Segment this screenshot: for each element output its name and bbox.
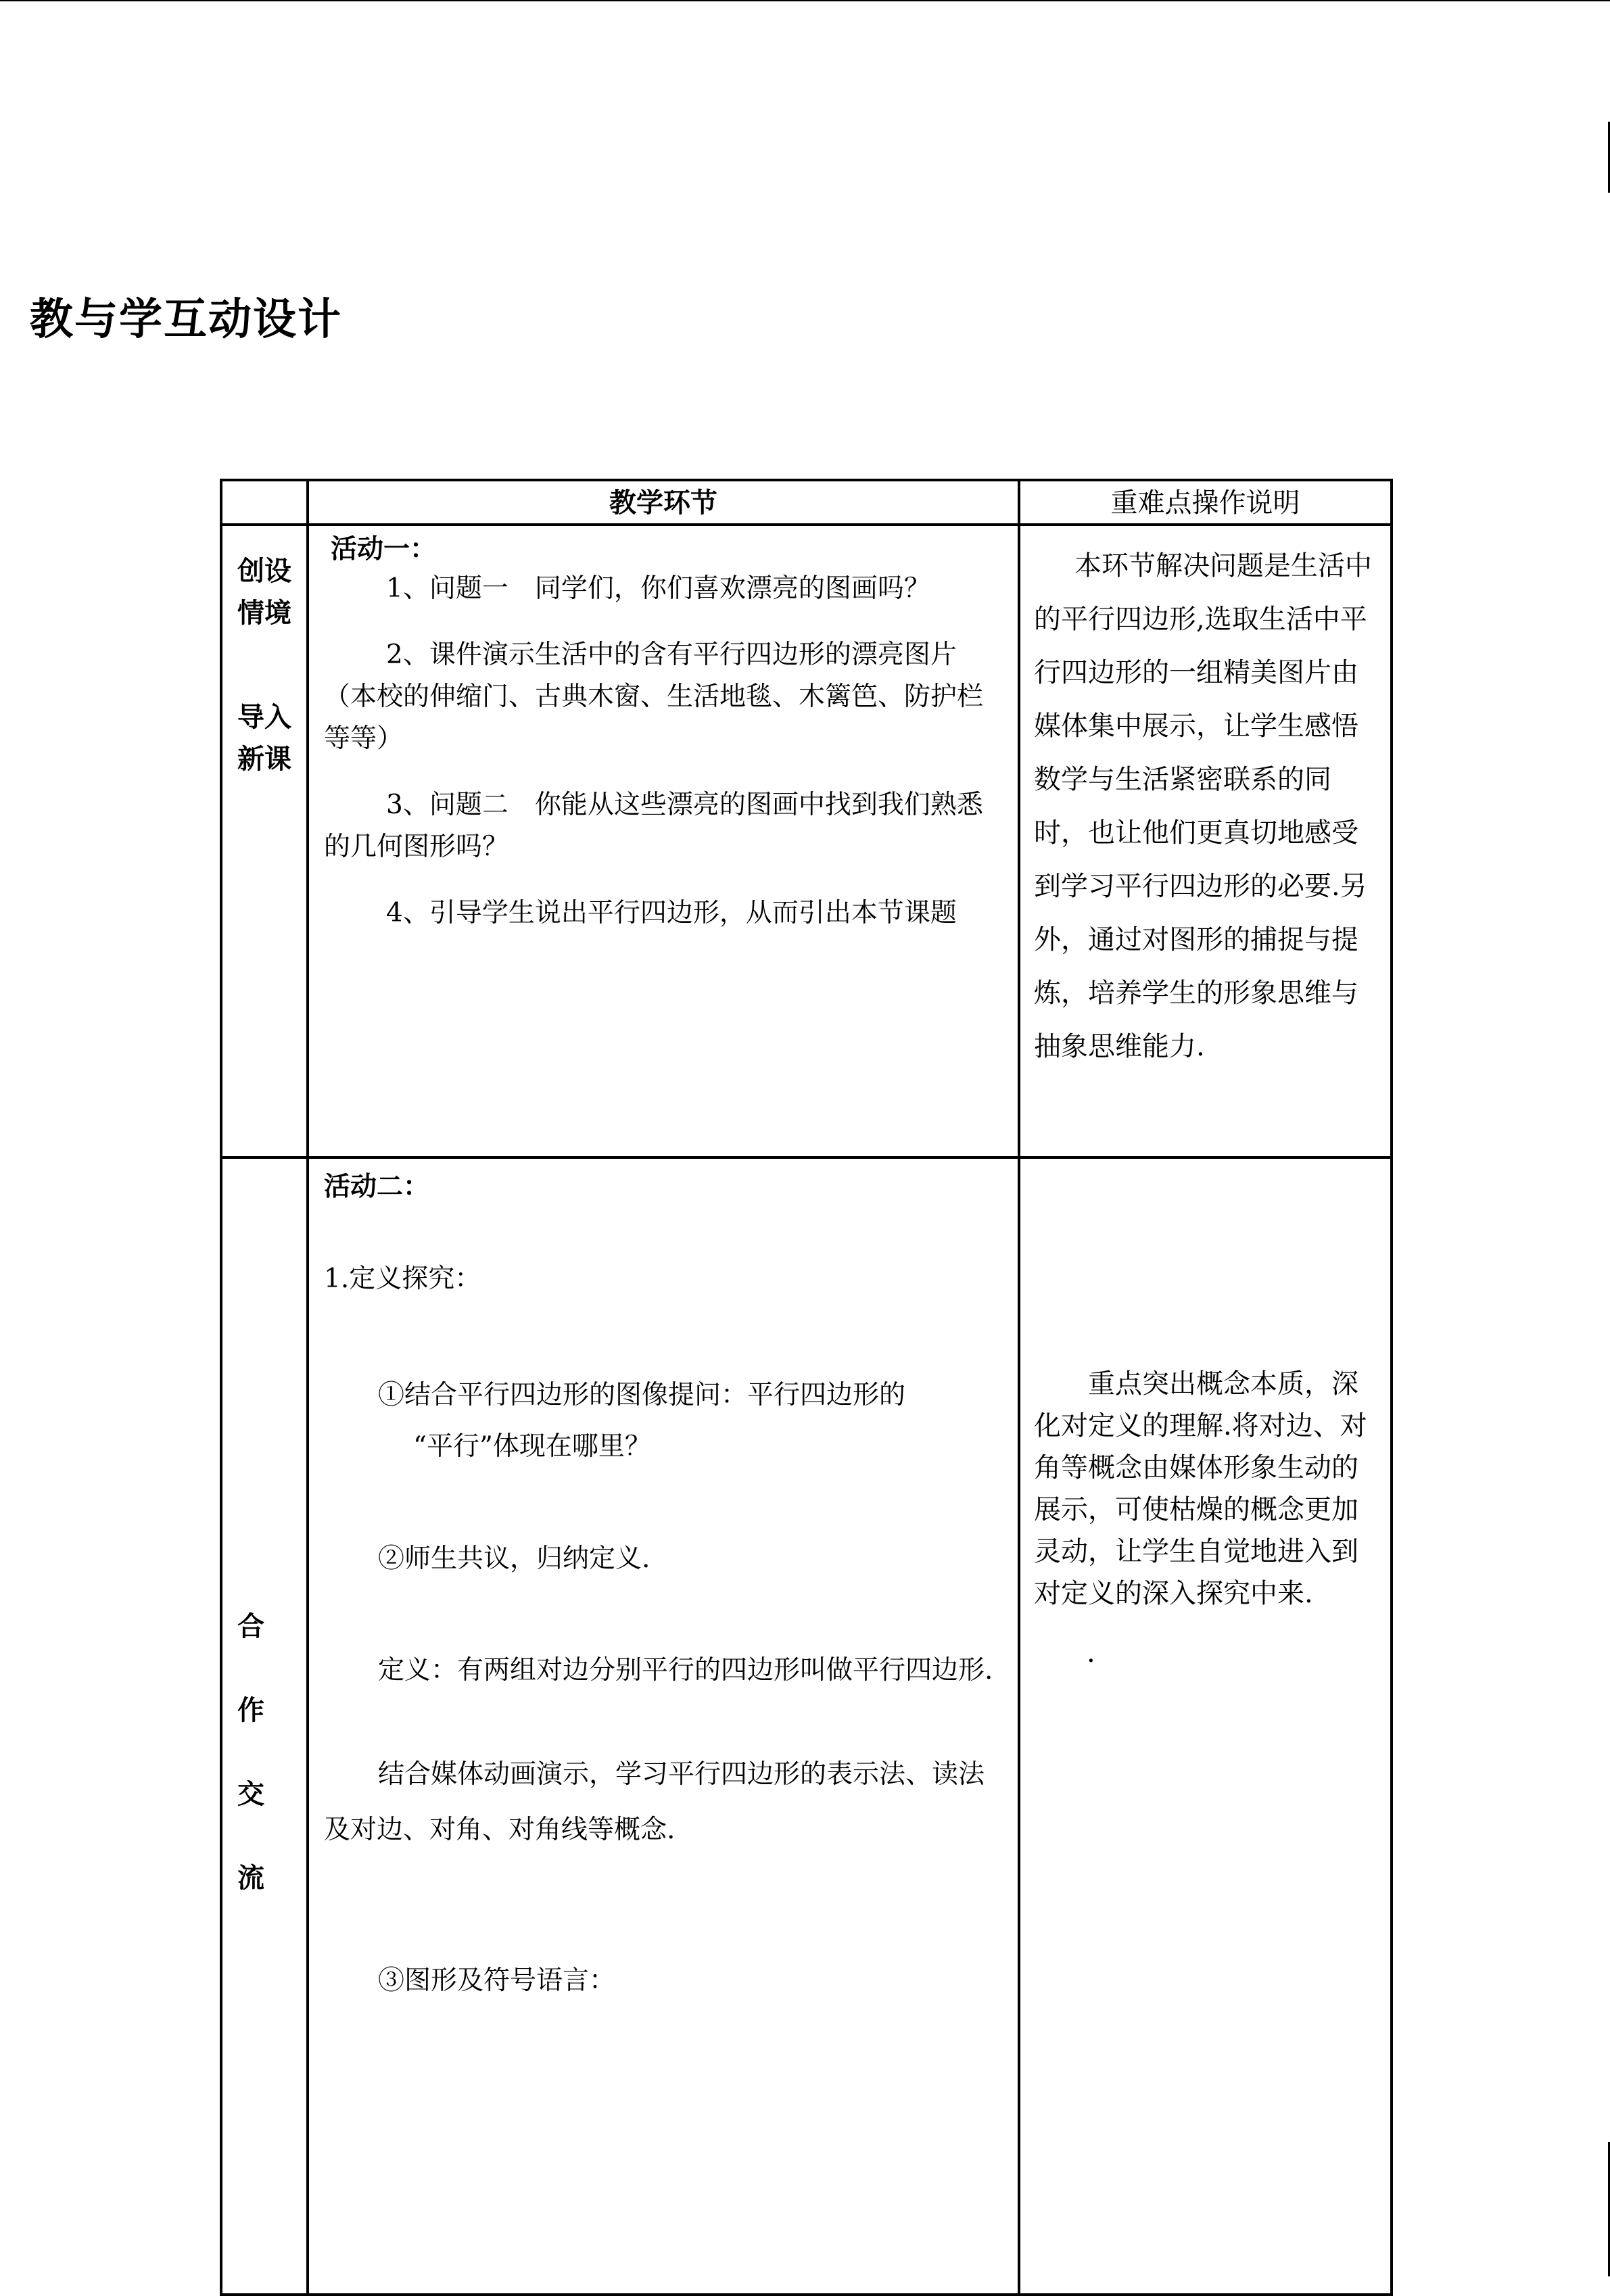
stage-label-intro: 创设情境 (237, 556, 291, 629)
activity-title: 活动一： (331, 534, 437, 565)
activity-cell (308, 525, 1019, 1157)
top-border-line (0, 0, 1610, 1)
media-text: 结合媒体动画演示，学习平行四边形的表示法、读法及对边、对角、对角线等概念. (324, 1759, 985, 1845)
table-row (221, 525, 1392, 1157)
activity-item: 3、问题二 你能从这些漂亮的图画中找到我们熟悉的几何图形吗？ (324, 790, 983, 862)
definition-text: 定义：有两组对边分别平行的四边形叫做平行四边形. (378, 1655, 993, 1685)
note-text: 本环节解决问题是生活中的平行四边形,选取生活中平行四边形的一组精美图片由媒体集中展示，让学生感悟数学与生活紧密联系的同时，也让他们更真切地感受到学习平行四边形的必要.另外，通过对图形的捕捉与提炼，培养学生的形象思维与抽象思维能力. (1034, 550, 1372, 1062)
page-title: 教与学互动设计 (30, 295, 342, 345)
stage-char: 合 (237, 1611, 264, 1642)
stage-header (221, 480, 308, 525)
notes-header: 重难点操作说明 (1019, 480, 1392, 525)
stage-cell (221, 525, 308, 1157)
note-text: 重点突出概念本质，深化对定义的理解.将对边、对角等概念由媒体形象生动的展示，可使枯燥的概念更加灵动，让学生自觉地进入到对定义的深入探究中来. (1034, 1368, 1367, 1609)
stage-label-new-lesson: 导入新课 (237, 702, 291, 775)
note-dot: . (1087, 1637, 1095, 1669)
subheading: 1.定义探究： (324, 1264, 481, 1294)
table-row (221, 1157, 1392, 2295)
teaching-stage-header: 教学环节 (308, 480, 1019, 525)
note-cell (1019, 525, 1392, 1157)
question-line: ②师生共议，归纳定义. (378, 1544, 650, 1574)
note-cell (1019, 1157, 1392, 2295)
activity-title: 活动二： (324, 1172, 430, 1202)
question-line: ③图形及符号语言： (378, 1965, 616, 1996)
stage-char: 交 (237, 1779, 264, 1810)
question-line: ①结合平行四边形的图像提问：平行四边形的 (378, 1380, 906, 1410)
stage-char: 流 (237, 1863, 264, 1894)
activity-cell (308, 1157, 1019, 2295)
lesson-plan-table (220, 479, 1393, 2296)
table-header-row (221, 480, 1392, 525)
question-line: “平行”体现在哪里？ (413, 1431, 651, 1462)
stage-cell (221, 1157, 308, 2295)
activity-item: 4、引导学生说出平行四边形，从而引出本节课题 (386, 898, 957, 928)
activity-item: 2、课件演示生活中的含有平行四边形的漂亮图片（本校的伸缩门、古典木窗、生活地毯、木篱笆、防护栏等等） (324, 640, 984, 754)
stage-char: 作 (237, 1695, 264, 1726)
activity-item: 1、问题一 同学们，你们喜欢漂亮的图画吗？ (386, 573, 930, 604)
